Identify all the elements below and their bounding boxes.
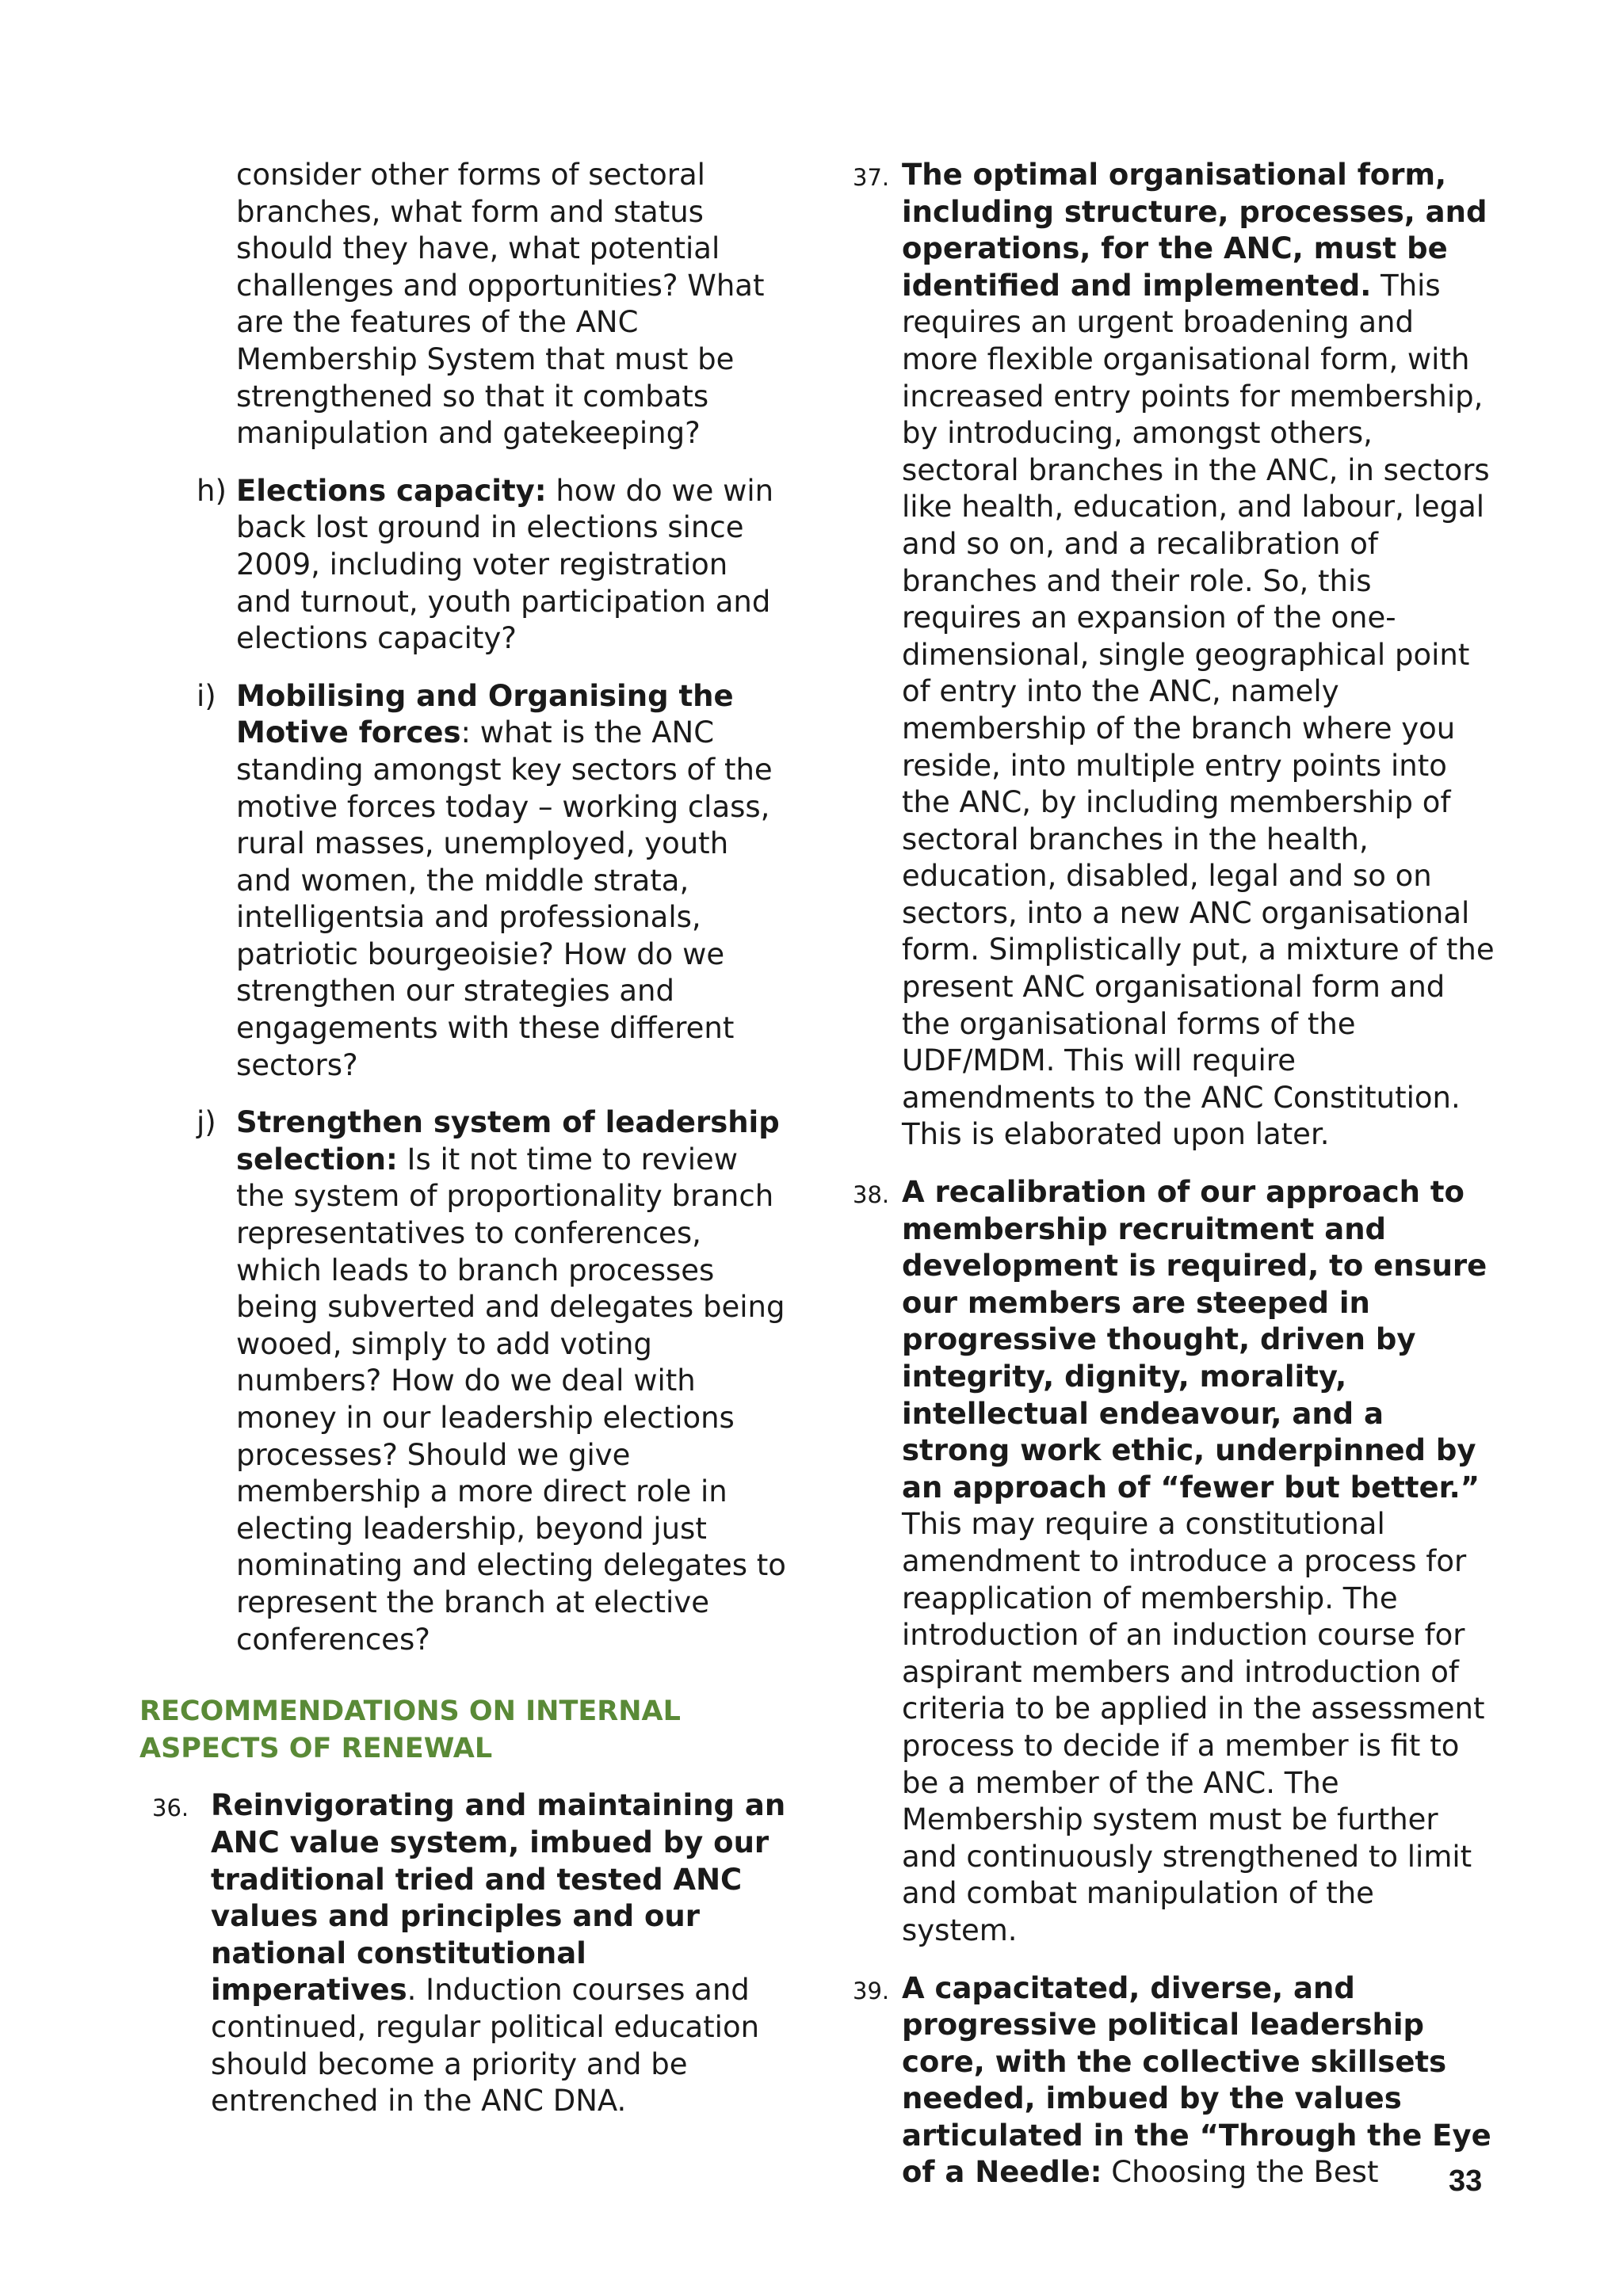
- paragraph-37: [853, 157, 1495, 1154]
- list-item-title: Strengthen system of leadership selection:: [236, 1105, 780, 1177]
- paragraph-lead: A capacitated, diverse, and progressive political leadership core, with the collective skillsets needed, imbued by the values articulated in the “Through the Eye of a Needle:: [902, 1970, 1491, 2190]
- list-item-body: Is it not time to review the system of proportionality branch representatives to conferences, which leads to branch processes being subverted and delegates being wooed, simply to add voting numbers? How do we deal with money in our leadership elections processes? Should we give membership a more direct role in electing leadership, beyond just nominating and electing delegates to represent the branch at elective conferences?: [236, 1142, 786, 1657]
- continued-paragraph: consider other forms of sectoral branches, what form and status should they have, what potential challenges and opportunities? What are the features of the ANC Membership System that must be strengthened so that it combats manipulation and gatekeeping?: [236, 158, 765, 451]
- paragraph-text: [902, 1174, 1495, 1949]
- paragraph-number: 38.: [853, 1181, 890, 1209]
- list-item-title: Elections capacity:: [236, 473, 547, 508]
- paragraph-body: This may require a constitutional amendment to introduce a process for reapplication of membership. The introduction of an induction course for aspirant members and introduction of criteria to be applied in the assessment process to decide if a member is fit to be a member of the ANC. The Membership system must be further and continuously strengthened to limit and combat manipulation of the system.: [902, 1507, 1485, 1947]
- paragraph-text: [902, 157, 1495, 1154]
- list-item-title: Mobilising and Organising the Motive forces: [236, 678, 734, 750]
- list-marker: j): [197, 1105, 216, 1140]
- left-column: [139, 157, 789, 2120]
- list-item-text: [236, 473, 789, 658]
- paragraph-lead: The optimal organisational form, including structure, processes, and operations, for the ANC, must be identified and implemented.: [902, 158, 1487, 303]
- list-item-body: : what is the ANC standing amongst key sectors of the motive forces today – working class, rural masses, unemployed, youth and women, the middle strata, intelligentsia and professionals, patriotic bourgeoisie? How do we strengthen our strategies and engagements with these different sectors?: [236, 715, 773, 1082]
- paragraph-text: [211, 1787, 789, 2119]
- list-item-i: [139, 678, 789, 1085]
- list-item-text: [236, 1104, 789, 1658]
- paragraph-39: [853, 1970, 1495, 2192]
- list-marker: i): [197, 678, 216, 713]
- paragraph-lead: A recalibration of our approach to membership recruitment and development is required, to ensure our members are steeped in progressive thought, driven by integrity, dignity, morality, intellectual endeavour, and a strong work ethic, underpinned by an approach of “fewer but better.”: [902, 1175, 1487, 1505]
- list-item-text: [236, 678, 789, 1085]
- paragraph-36: [139, 1787, 789, 2119]
- paragraph-text: [902, 1970, 1495, 2192]
- paragraph-body: . Induction courses and continued, regular political education should become a priority and be entrenched in the ANC DNA.: [211, 1973, 760, 2119]
- section-heading: RECOMMENDATIONS ON INTERNAL ASPECTS OF RENEWAL: [139, 1695, 681, 1764]
- right-column: [853, 157, 1495, 2191]
- paragraph-body: Choosing the Best: [1102, 2155, 1379, 2190]
- paragraph-number: 37.: [853, 164, 890, 191]
- list-item-body: how do we win back lost ground in elections since 2009, including voter registration and turnout, youth participation and elections capacity?: [236, 473, 774, 656]
- paragraph-number: 39.: [853, 1977, 890, 2004]
- list-item-h: [139, 473, 789, 658]
- paragraph-body: This requires an urgent broadening and more flexible organisational form, with increased entry points for membership, by introducing, amongst others, sectoral branches in the ANC, in sectors like health, education, and labour, legal and so on, and a recalibration of branches and their role. So, this requires an expansion of the one-dimensional, single geographical point of entry into the ANC, namely membership of the branch where you reside, into multiple entry points into the ANC, by including membership of sectoral branches in the health, education, disabled, legal and so on sectors, into a new ANC organisational form. Simplistically put, a mixture of the present ANC organisational form and the organisational forms of the UDF/MDM. This will require amendments to the ANC Constitution. This is elaborated upon later.: [902, 268, 1495, 1152]
- page-number: 33: [1449, 2164, 1483, 2198]
- paragraph-lead: Reinvigorating and maintaining an ANC value system, imbued by our traditional tried and tested ANC values and principles and our national constitutional imperatives: [211, 1788, 786, 2008]
- paragraph-number: 36.: [152, 1794, 189, 1822]
- list-marker: h): [197, 473, 227, 508]
- paragraph-38: [853, 1174, 1495, 1949]
- list-item-j: [139, 1104, 789, 1658]
